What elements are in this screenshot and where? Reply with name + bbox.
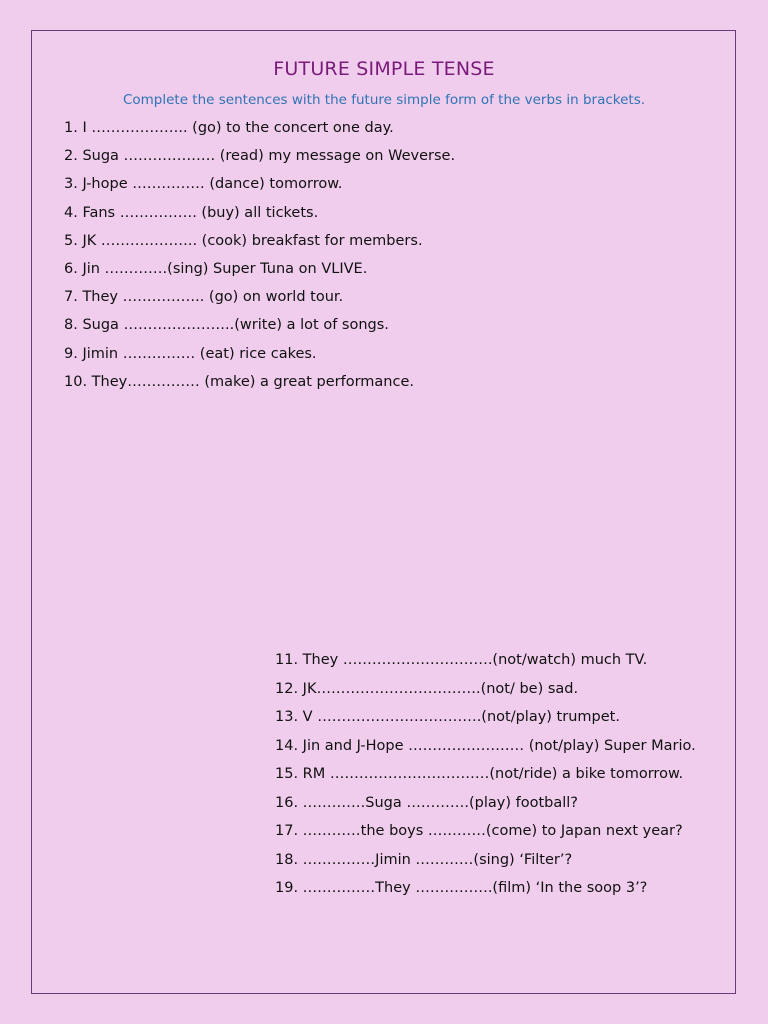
exercise-list-part-1 bbox=[64, 118, 714, 400]
exercise-item-3: 3. J-hope …………… (dance) tomorrow. bbox=[64, 176, 343, 193]
exercise-item-9: 9. Jimin …………… (eat) rice cakes. bbox=[64, 345, 317, 362]
exercise-item-16: 16. ………….Suga ………….(play) football? bbox=[275, 794, 578, 811]
exercise-item-12: 12. JK…………………………….(not/ be) sad. bbox=[275, 680, 579, 697]
instructions: Complete the sentences with the future simple form of the verbs in brackets. bbox=[122, 92, 646, 108]
exercise-item-6: 6. Jin ………….(sing) Super Tuna on VLIVE. bbox=[64, 260, 368, 277]
exercise-item-10: 10. They…………… (make) a great performance. bbox=[64, 373, 414, 390]
exercise-item-18: 18. ……………Jimin …………(sing) ‘Filter’? bbox=[275, 851, 573, 868]
exercise-item-7: 7. They …………….. (go) on world tour. bbox=[64, 289, 344, 306]
exercise-item-4: 4. Fans ……………. (buy) all tickets. bbox=[64, 204, 319, 221]
exercise-item-11: 11. They ………………………….(not/watch) much TV. bbox=[275, 652, 648, 668]
exercise-item-8: 8. Suga …………………..(write) a lot of songs. bbox=[64, 317, 389, 334]
exercise-item-2: 2. Suga ………………. (read) my message on Weverse. bbox=[64, 148, 456, 165]
exercise-item-1: 1. I ……………….. (go) to the concert one day. bbox=[64, 120, 394, 136]
exercise-item-13: 13. V …………………………….(not/play) trumpet. bbox=[275, 709, 620, 725]
exercise-item-19: 19. ……………They …………….(film) ‘In the soop 3’? bbox=[275, 880, 648, 896]
worksheet-title: FUTURE SIMPLE TENSE bbox=[273, 58, 495, 80]
exercise-item-14: 14. Jin and J-Hope …………………… (not/play) Super Mario. bbox=[275, 737, 696, 754]
exercise-item-15: 15. RM ……………………………(not/ride) a bike tomorrow. bbox=[275, 766, 684, 782]
exercise-item-17: 17. …………the boys …………(come) to Japan next year? bbox=[275, 823, 683, 839]
exercise-item-5: 5. JK ……………….. (cook) breakfast for members. bbox=[64, 232, 423, 249]
exercise-list-part-2 bbox=[275, 651, 715, 908]
